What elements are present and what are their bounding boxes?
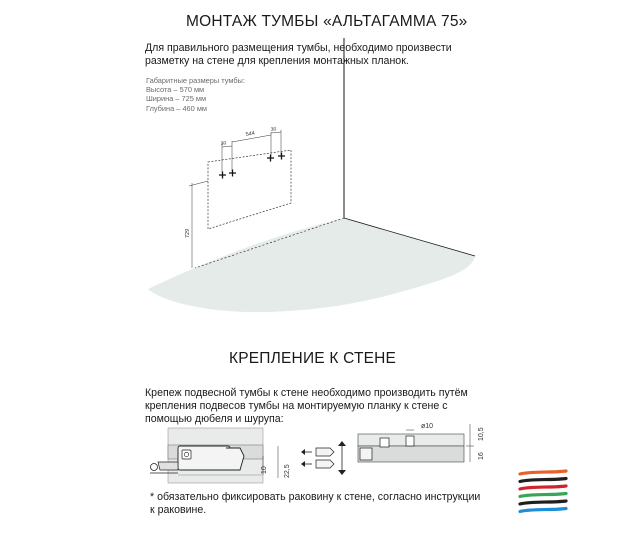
section1-title: МОНТАЖ ТУМБЫ «АЛЬТАГАММА 75» [186,13,468,30]
dim-offset-left: 30 [220,140,227,147]
dim-10-5: 10,5 [478,427,485,441]
section1-intro-line: разметку на стене для крепления монтажных планок. [145,55,409,68]
dowel-and-screw [301,441,346,475]
rail-body [358,446,464,462]
brand-stripe [520,471,566,474]
dowel [316,460,334,468]
rail-hole [406,436,414,446]
dimension-depth: Глубина – 460 мм [146,103,207,113]
section2-intro-line: помощью дюбеля и шурупа: [145,413,284,426]
hanger-assembly-left [150,428,291,483]
dimensions-title: Габаритные размеры тумбы: [146,76,245,85]
dim-10: 10 [261,466,268,474]
bracket-bolt [151,464,158,471]
rail-end-clip [360,448,372,460]
dim-span: 544 [245,130,256,138]
dim-height: 729 [185,228,191,238]
section2-intro-line: Крепеж подвесной тумбы к стене необходимо производить путём [145,387,468,399]
hanger-adjust-screw [182,450,191,459]
dim-offset-right: 30 [270,126,277,133]
rail-section-right [358,423,485,462]
brand-stripe [520,509,566,512]
brand-stripe [520,501,566,504]
hanger-hook [226,448,244,470]
brand-stripe [520,479,566,482]
section2-intro-line: крепления подвесов тумбы на монтируемую планку к стене с [145,400,448,413]
brand-stripes-logo [518,468,568,516]
note-line: к раковине. [150,504,207,517]
note-line: * обязательно фиксировать раковину к стене, согласно инструкции [150,491,481,503]
section1-intro-line: Для правильного размещения тумбы, необходимо произвести [145,42,452,54]
dim-16: 16 [478,452,485,460]
brand-stripe [520,486,566,489]
dimension-height: Высота – 570 мм [146,85,205,95]
dim-22-5: 22,5 [284,464,291,478]
arrow-down-icon [338,470,346,475]
dim-diameter-10: ø10 [421,423,434,430]
dimension-width: Ширина – 725 мм [146,94,207,104]
rail-hole [380,438,389,447]
arrow-up-icon [338,441,346,446]
section2-note [150,491,480,517]
screw [316,448,334,456]
brand-stripe [520,494,566,497]
section2-title: КРЕПЛЕНИЕ К СТЕНЕ [229,350,397,367]
hanger-bracket [158,462,178,470]
